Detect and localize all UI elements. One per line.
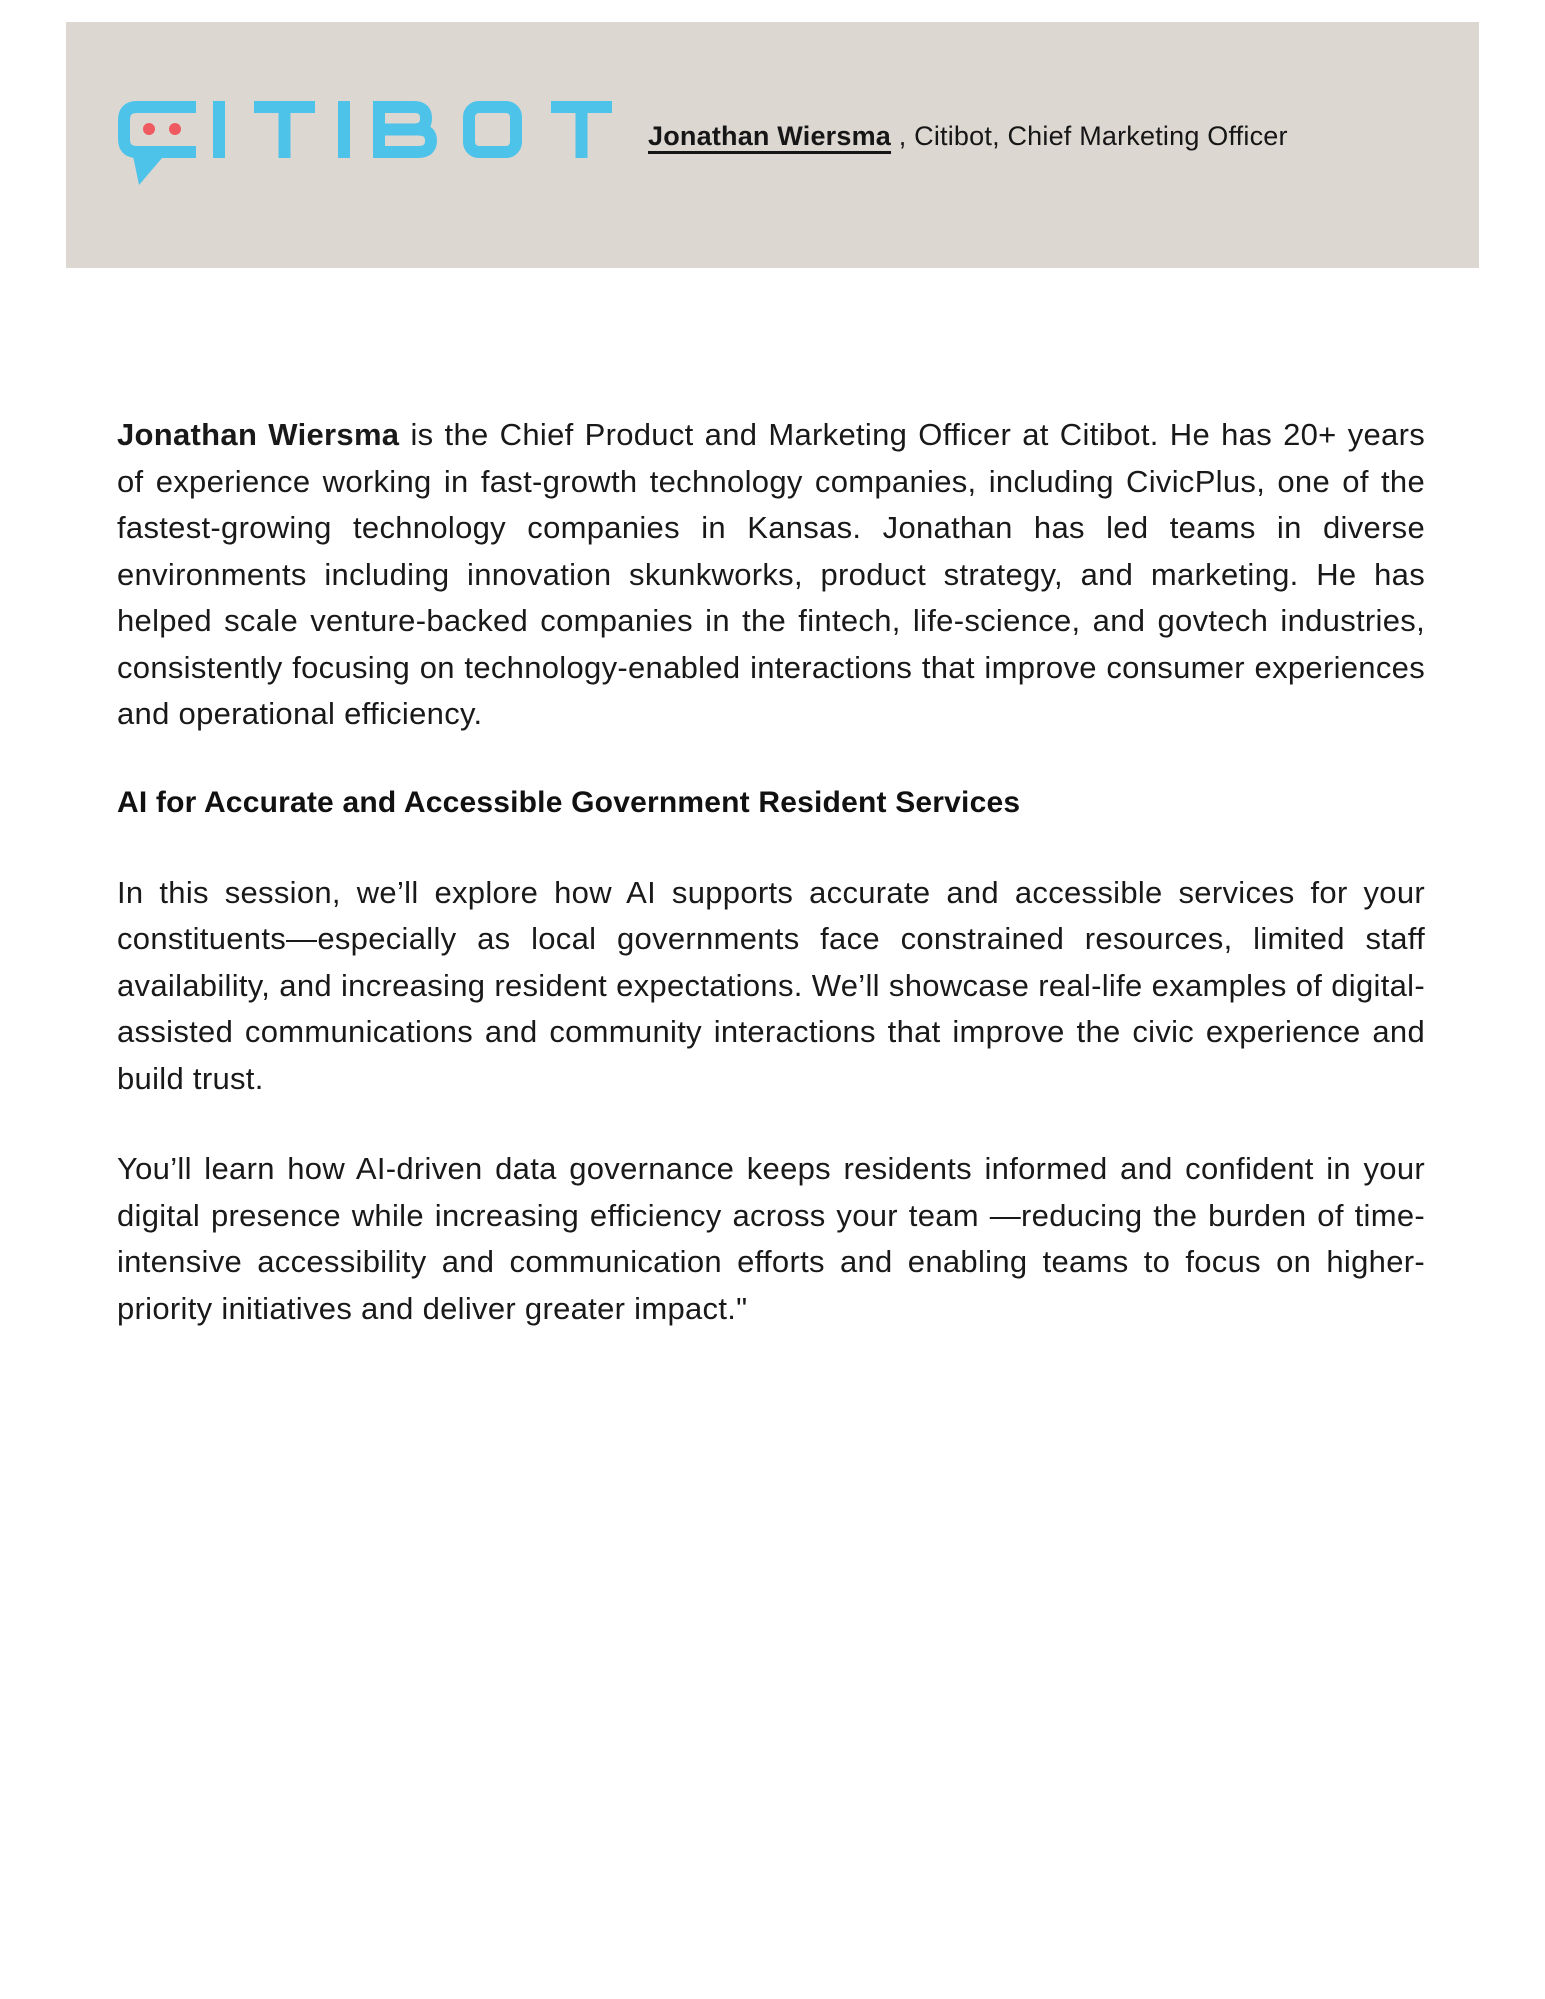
header-band: [66, 22, 1479, 268]
bubble-eye-right: [169, 123, 181, 135]
speech-bubble-icon: [124, 107, 196, 185]
session-description-1: In this session, we’ll explore how AI supports accurate and accessible services for your constituents—especially as local governments face constrained resources, limited staff availability, and increasing resident expectations. We’ll showcase real-life examples of digital-assisted communications and community interactions that improve the civic experience and build trust.: [117, 874, 1425, 1096]
bio-text: is the Chief Product and Marketing Officer at Citibot. He has 20+ years of experience working in fast-growth technology companies, including CivicPlus, one of the fastest-growing technology companies in Kansas. Jonathan has led teams in diverse environments including innovation skunkworks, product strategy, and marketing. He has helped scale venture-backed companies in the fintech, life-science, and govtech industries, consistently focusing on technology-enabled interactions that improve consumer experiences and operational efficiency.: [117, 417, 1426, 731]
bubble-eye-left: [143, 123, 155, 135]
speaker-credit: [648, 121, 1288, 152]
speaker-role: , Citibot, Chief Marketing Officer: [891, 120, 1288, 151]
main-content: [117, 412, 1425, 1332]
logo-letters: [213, 101, 612, 158]
session-title: AI for Accurate and Accessible Government Resident Services: [117, 785, 1021, 819]
bio-paragraph: [117, 412, 1425, 738]
bio-lead-name: Jonathan Wiersma: [117, 417, 400, 452]
session-description-2: You’ll learn how AI-driven data governance keeps residents informed and confident in your digital presence while increasing efficiency across your team —reducing the burden of time-intensive accessibility and communication efforts and enabling teams to focus on higher-priority initiatives and deliver greater impact.": [117, 1151, 1425, 1326]
speaker-name: Jonathan Wiersma: [648, 120, 892, 151]
citibot-logo: [118, 101, 612, 189]
